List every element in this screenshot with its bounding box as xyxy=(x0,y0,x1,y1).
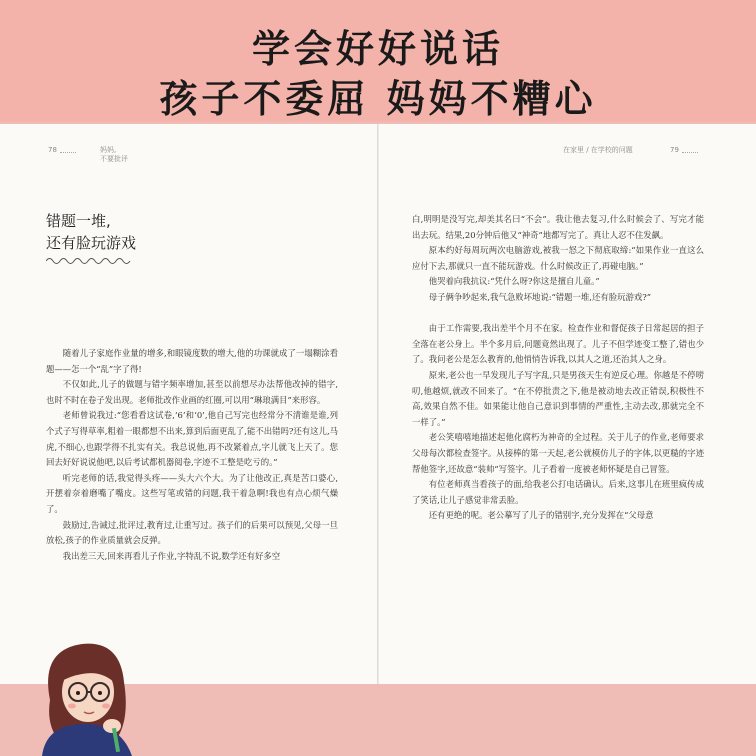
banner-subheadline: 孩子不委屈 妈妈不糟心 xyxy=(159,77,597,121)
paragraph: 老公笑嘻嘻地描述起他化腐朽为神奇的全过程。关于儿子的作业,老师要求父母每次都检查签字。从接棒的第一天起,老公就模仿儿子的字体,以更糙的字迹帮他签字,还故意“装帅”写签字。儿子看着一度被老师怀疑是自己冒签。 xyxy=(412,432,704,474)
paragraph: 听完老师的话,我觉得头疼——头大六个大。为了让他改正,真是苦口婆心,开摆着奈着磨嘴了嘴皮。这些写笔或错的问题,我干着急啊!我也有点心烦气燥了。 xyxy=(46,472,338,514)
paragraph: 老师曾说我过:“您看看这试卷,‘6’和‘0’,他自己写完也经常分不清谁是谁,列个式子写得草率,粗着一眼都想不出来,算到后面更乱了,能不出错吗?还有这儿,马虎,不细心,也跟学得不扎实有关。我总说他,再不改紧着点,字儿就飞上天了。您回去好好说说他吧,以后考试都机器阅卷,字迹不工整是吃亏的。” xyxy=(46,410,338,468)
paragraph: 随着儿子家庭作业量的增多,和眼镜度数的增大,他的功课就成了一塌糊涂看题——怎一个“乱”字了得! xyxy=(46,348,338,374)
left-page-number: 78 xyxy=(48,146,76,155)
left-running-head: 妈妈, 不要批评 xyxy=(100,146,128,163)
paragraph: 他哭着向我抗议:“凭什么呀?你这是擅自儿童。” xyxy=(428,276,600,287)
chapter-title-line1: 错题一堆, xyxy=(46,212,111,230)
banner-headline: 学会好好说话 xyxy=(251,27,504,71)
right-page xyxy=(380,124,756,684)
promo-banner xyxy=(0,0,756,122)
open-book-spread xyxy=(0,124,756,684)
chapter-title-line2: 还有脸玩游戏 xyxy=(46,234,137,252)
left-page xyxy=(0,124,378,684)
right-running-head: 在家里 / 在学校的问题 xyxy=(563,146,633,154)
paragraph: 鼓励过,告诫过,批评过,教育过,让重写过。孩子们的后果可以预见,父母一旦放松,孩子的作业质量就会反弹。 xyxy=(46,519,338,546)
reading-girl-illustration xyxy=(20,630,170,756)
chapter-title xyxy=(46,210,136,254)
paragraph: 有位老师真当看孩子的面,给我老公打电话确认。后来,这事儿在班里疯传成了笑话,让儿子感觉非常丢脸。 xyxy=(412,479,704,505)
paragraph: 由于工作需要,我出差半个月不在家。检查作业和督促孩子日常起居的担子全落在老公身上。半个多月后,问题竟然出现了。儿子不但学迹变工整了,错也少了。我问老公是怎么教育的,他悄悄告诉我,以其人之道,还治其人之身。 xyxy=(412,323,704,365)
paragraph: 原本约好每周玩两次电脑游戏,被我一怒之下彻底取缔:“如果作业一直这么应付下去,那就只一直不能玩游戏。什么时候改正了,再碰电脑。” xyxy=(412,245,704,271)
paragraph: 我出差三天,回来再看儿子作业,字特乱不说,数学还有好多空 xyxy=(62,550,281,561)
paragraph: 白,明明是没写完,却美其名曰“不会”。我让他去复习,什么时候会了、写完才能出去玩。结果,20分钟后他又“神奇”地都写完了。真让人忍不住发飙。 xyxy=(412,214,704,240)
right-page-number: 79 xyxy=(670,146,698,155)
paragraph: 不仅如此,儿子的做题与错字频率增加,甚至以前想尽办法帮他改掉的错字,也时不时在卷子发出现。老师批改作业画的红圈,可以用“琳琅满目”来形容。 xyxy=(46,379,338,405)
hand-shape xyxy=(103,719,121,733)
right-body-text xyxy=(412,212,704,524)
wave-ornament-icon xyxy=(60,147,76,153)
wavy-divider-icon xyxy=(46,256,132,266)
paragraph: 原来,老公也一早发现儿子写字乱,只是男孩天生有逆反心理。你越是不停唠叨,他越烦,就改不回来了。“在不停批责之下,他是被动地去改正错误,积极性不高,效果自然不佳。如果能让他自己意识到事情的严重性,主动去改,那就完全不一样了。” xyxy=(412,369,704,427)
left-body-text xyxy=(46,346,338,564)
wave-ornament-icon xyxy=(682,147,698,153)
paragraph: 母子俩争吵起来,我气急败坏地说:“错题一堆,还有脸玩游戏?” xyxy=(428,291,651,302)
paragraph: 还有更绝的呢。老公摹写了儿子的错别字,充分发挥在“父母意 xyxy=(428,510,654,521)
